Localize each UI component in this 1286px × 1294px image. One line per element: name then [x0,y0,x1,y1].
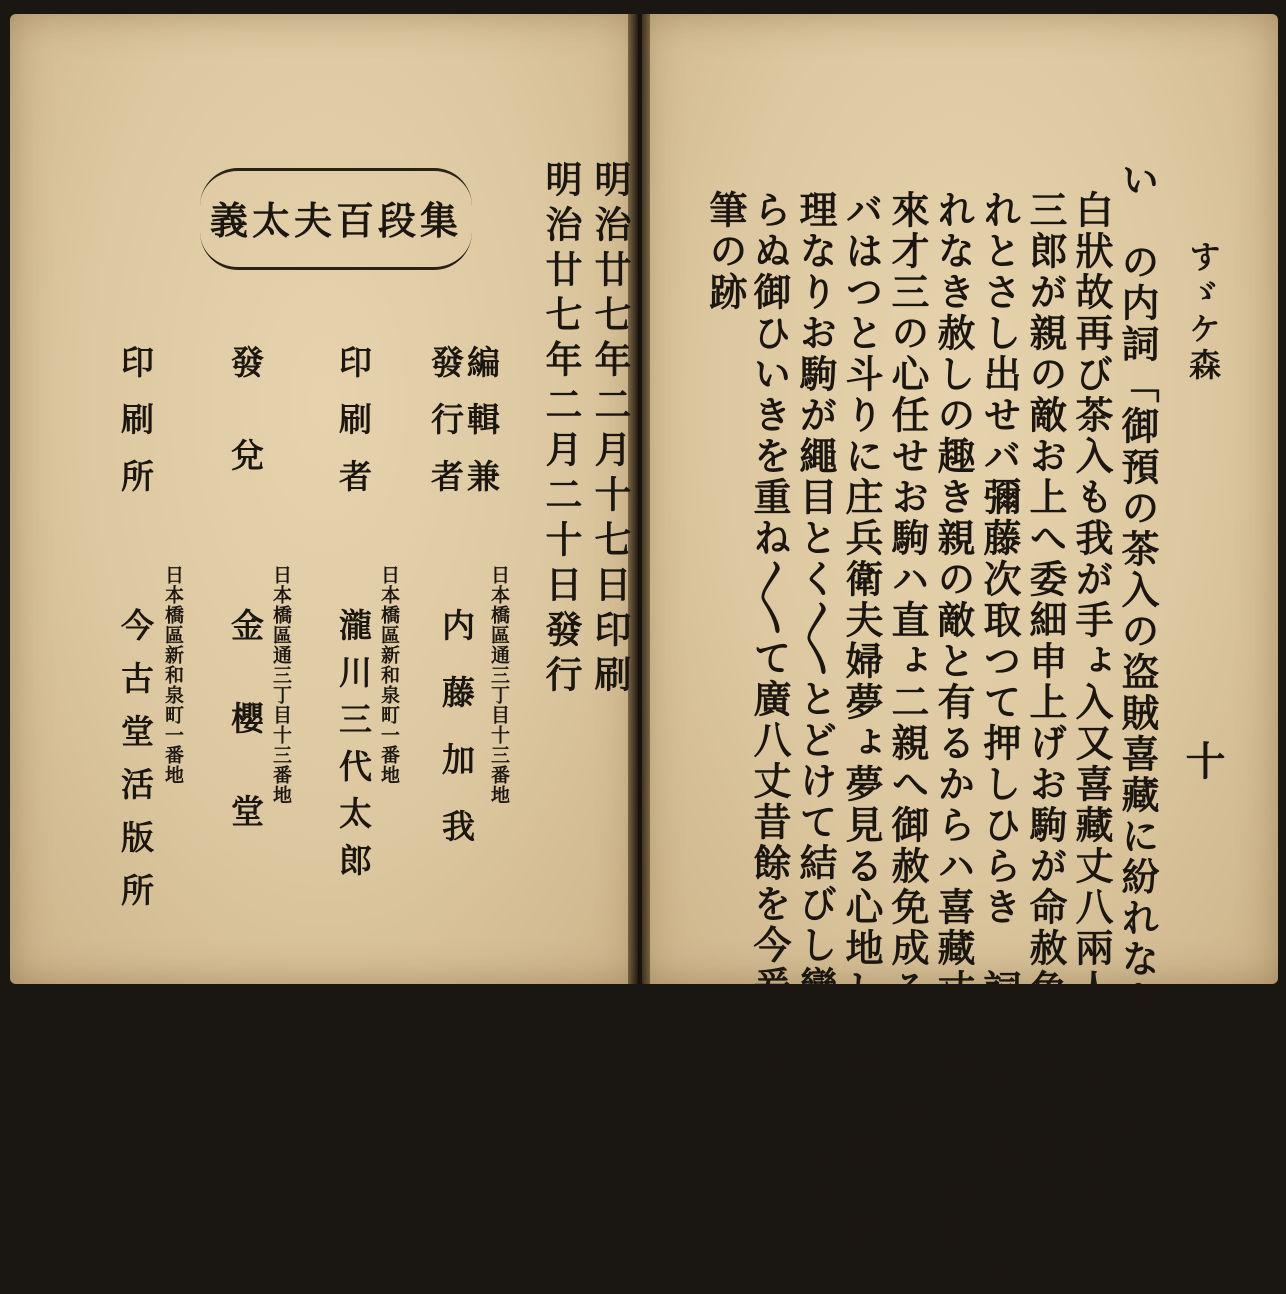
editor-role-line1: 編輯兼 [462,345,501,516]
printer-name: 瀧川三代太郎 [334,608,373,890]
printer-address: 日本橋區新和泉町一番地 [378,565,400,785]
print-shop-role: 印刷所 [116,345,155,516]
text-column-5: れなき赦しの趣き親の敵と有るからハ喜藏丈八兩人ハ御家 [931,190,976,1256]
text-column-8: 理なりお駒が繩目とく〱とどけて結びし戀娘ちよもかハ [793,190,838,1253]
printer-role: 印刷者 [334,345,373,516]
text-column-2: 白狀故再び茶入も我が手ょ入又喜藏丈八兩人ハ我が家來オ [1069,190,1114,1256]
distributor-name: 金櫻堂 [226,608,265,887]
text-column-9: らぬ御ひいきを重ね〱て廣八丈昔餘を今爰ょ傳へ〱し [747,190,792,1250]
distributor-address: 日本橋區通三丁目十三番地 [270,565,292,805]
editor-name: 内藤加我 [437,608,476,876]
text-column-1: い の内詞「御預の茶入の盗賊喜藏に紛れなきよし此丈八が [1115,160,1160,1267]
text-column-6: 來才三の心任せお駒ハ直ょ二親へ御赦免成るゾと有りけれ [885,190,930,1256]
distributor-role: 發兌 [226,345,265,531]
text-column-7: バはつと斗りに庄兵衛夫婦夢ょ夢見る心地して悦び涙ゾ道 [839,190,884,1256]
text-column-4: れとさし出せバ彌藤次取つて押しひらき 詞「成る程〱紛 [977,190,1022,1294]
text-column-3: 三郎が親の敵お上へ委細申上げお駒が命赦免の狀御披見有 [1023,190,1068,1256]
print-shop-name: 今古堂活版所 [116,608,155,926]
print-shop-address: 日本橋區新和泉町一番地 [162,565,184,785]
editor-role-line2: 發行者 [426,345,465,516]
publish-date: 明治廿七年二月二十日發行 [539,160,583,700]
running-head: すゞケ森 [1184,240,1222,384]
book-title: 義太夫百段集 [210,198,463,243]
editor-address: 日本橋區通三丁目十三番地 [488,565,510,805]
text-column-10: 筆の跡 [703,190,748,313]
page-number: 十 [1179,740,1226,780]
print-date: 明治廿七年二月十七日印刷 [588,160,632,700]
